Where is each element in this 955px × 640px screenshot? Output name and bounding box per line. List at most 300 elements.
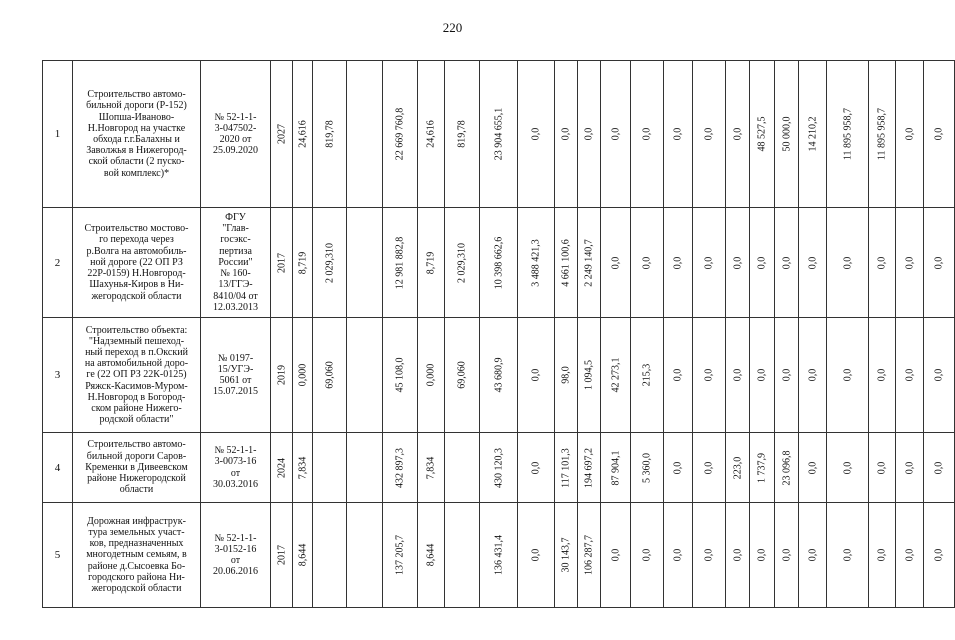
value-text: 69,060 [456, 361, 468, 389]
value-cell [518, 433, 555, 503]
value-cell [664, 433, 693, 503]
value-text: 0,0 [672, 256, 684, 269]
value-text: 0,0 [807, 256, 818, 269]
value-cell [799, 318, 827, 433]
value-cell [271, 433, 293, 503]
object-name-line: ной дороге (22 ОП РЗ [90, 256, 183, 268]
value-text: 0,0 [672, 548, 684, 562]
value-cell [750, 318, 775, 433]
approval-document-line: № 52-1-1- [214, 445, 257, 457]
value-text: 0,0 [842, 548, 853, 562]
object-name-line: бильной дороги Саров- [86, 450, 187, 462]
object-name-line: жегородской области [91, 583, 182, 594]
value-cell [518, 208, 555, 318]
object-name-line: Заволжья в Нижегород- [86, 145, 187, 157]
object-name-line: ском районе Нижего- [91, 403, 182, 414]
value-cell [631, 503, 664, 608]
value-cell [869, 61, 896, 208]
value-cell [693, 503, 726, 608]
approval-document-line: № 0197- [217, 352, 254, 364]
value-cell [383, 318, 418, 433]
value-cell [313, 61, 347, 208]
value-cell [578, 503, 601, 608]
value-text: 0,0 [703, 256, 715, 269]
value-cell [827, 318, 869, 433]
value-cell [775, 61, 799, 208]
value-cell [418, 503, 445, 608]
object-name-line: го перехода через [99, 234, 174, 246]
value-text: 215,3 [641, 363, 653, 387]
value-text: 0,0 [842, 461, 853, 474]
value-text: 0,0 [876, 548, 888, 562]
value-text: 0,0 [842, 368, 853, 382]
value-text: 50 000,0 [781, 116, 792, 152]
approval-document-line: 3-047502- [214, 122, 257, 134]
approval-document-line: 8410/04 от [213, 290, 258, 302]
value-text: 0,0 [933, 548, 945, 562]
value-cell [896, 433, 924, 503]
value-cell [480, 503, 518, 608]
value-text: 819,78 [456, 120, 468, 148]
value-cell [555, 208, 578, 318]
value-text: 432 897,3 [394, 447, 406, 488]
value-text: 0,000 [297, 363, 308, 387]
value-cell [775, 208, 799, 318]
object-name-line: Кременки в Дивеевском [85, 461, 188, 473]
approval-document-line: 20.06.2016 [213, 566, 258, 578]
value-cell [693, 318, 726, 433]
value-text: 11 895 958,7 [876, 107, 888, 161]
value-text: 98,0 [560, 366, 572, 384]
investment-table [42, 60, 955, 608]
value-cell [664, 503, 693, 608]
object-name-line: жегородской области [91, 290, 182, 302]
value-cell [313, 318, 347, 433]
approval-document [201, 503, 271, 608]
object-name-line: Ряжск-Касимов-Муром- [85, 380, 188, 392]
value-text: 0,0 [610, 256, 621, 269]
value-cell [869, 208, 896, 318]
value-cell [726, 503, 750, 608]
approval-document-line: 13/ГГЭ- [218, 279, 253, 291]
value-cell [445, 503, 480, 608]
value-text: 0,0 [560, 127, 572, 141]
value-text: 0,0 [703, 548, 715, 562]
value-text: 0,0 [933, 256, 945, 269]
object-name [73, 208, 201, 318]
value-cell [827, 433, 869, 503]
value-text: 0,0 [641, 548, 653, 562]
value-cell [799, 433, 827, 503]
object-name-line: ге (22 ОП РЗ 22К-0125) [86, 369, 187, 381]
value-text: 30 143,7 [560, 537, 572, 573]
object-name-line: Н.Новгород в Богород- [87, 391, 186, 403]
value-text: 0,0 [756, 256, 768, 269]
value-cell [313, 503, 347, 608]
approval-document-line: 12.03.2013 [213, 301, 258, 313]
value-cell [601, 318, 631, 433]
approval-document [201, 61, 271, 208]
value-text: 0,0 [781, 368, 792, 382]
approval-document-line: 15/УГЭ- [217, 363, 254, 375]
value-text: 42 273,1 [610, 357, 621, 393]
value-text: 0,0 [842, 256, 853, 269]
value-cell [896, 318, 924, 433]
value-cell [750, 61, 775, 208]
object-name-line: Шахунья-Киров в Ни- [89, 279, 184, 291]
object-name-line: районе Нижегородской [87, 473, 186, 485]
value-text: 5 360,0 [641, 452, 653, 483]
value-text: 0,0 [933, 127, 945, 141]
value-text: 819,78 [324, 120, 335, 148]
value-text: 22 669 760,8 [394, 107, 406, 161]
value-text: 3 488 421,3 [530, 238, 542, 287]
value-text: 23 096,8 [781, 450, 792, 485]
approval-document-line: госэкс- [220, 234, 251, 246]
value-cell [726, 61, 750, 208]
value-text: 14 210,2 [807, 116, 818, 152]
value-cell [601, 61, 631, 208]
value-cell [578, 208, 601, 318]
value-cell [445, 61, 480, 208]
value-cell [750, 433, 775, 503]
object-name-line: Н.Новгород на участке [87, 122, 186, 134]
value-cell [445, 318, 480, 433]
value-text: 1 094,5 [583, 360, 595, 390]
row-number: 3 [43, 318, 73, 433]
value-text: 0,0 [610, 548, 621, 562]
value-cell [631, 61, 664, 208]
value-cell [750, 503, 775, 608]
value-text: 0,0 [756, 548, 768, 562]
row-number: 5 [43, 503, 73, 608]
value-cell [827, 503, 869, 608]
value-cell [664, 208, 693, 318]
value-cell [664, 318, 693, 433]
value-cell [924, 503, 955, 608]
value-text: 0,0 [876, 256, 888, 269]
approval-document [201, 433, 271, 503]
value-text: 0,0 [876, 461, 888, 474]
value-cell [383, 503, 418, 608]
value-text: 0,0 [703, 368, 715, 382]
object-name-line: Дорожная инфраструк- [87, 515, 186, 527]
value-cell [271, 208, 293, 318]
value-text: 0,0 [732, 548, 743, 562]
value-text: 0,0 [876, 368, 888, 382]
approval-document-line: России" [218, 256, 253, 268]
approval-document-line: от [230, 555, 241, 566]
value-text: 0,0 [703, 127, 715, 141]
value-cell [518, 318, 555, 433]
value-cell [631, 208, 664, 318]
value-text: 87 904,1 [610, 450, 621, 485]
table-row [43, 503, 955, 608]
value-text: 0,0 [732, 127, 743, 141]
value-cell [869, 433, 896, 503]
value-text: 2019 [276, 365, 287, 385]
value-cell [601, 208, 631, 318]
value-text: 0,0 [904, 461, 915, 474]
value-cell [631, 433, 664, 503]
approval-document [201, 208, 271, 318]
value-cell [601, 433, 631, 503]
value-text: 0,0 [530, 368, 542, 382]
value-text: 10 398 662,6 [493, 236, 504, 289]
value-text: 43 680,9 [493, 357, 504, 393]
value-cell [799, 61, 827, 208]
value-text: 4 661 100,6 [560, 238, 572, 287]
object-name-line: Шопша-Иваново- [98, 111, 175, 123]
value-cell [313, 433, 347, 503]
object-name [73, 318, 201, 433]
value-text: 0,0 [610, 127, 621, 141]
value-cell [480, 61, 518, 208]
value-text: 8,644 [425, 543, 437, 567]
value-cell [518, 503, 555, 608]
value-cell [271, 61, 293, 208]
value-text: 223,0 [732, 456, 743, 479]
value-cell [418, 61, 445, 208]
value-cell [347, 61, 383, 208]
value-text: 2017 [276, 252, 287, 273]
object-name-line: ков, предназначенных [89, 538, 184, 550]
object-name-line: районе д.Сысоевка Бо- [87, 560, 186, 572]
value-text: 136 431,4 [493, 535, 504, 575]
value-text: 2024 [276, 457, 287, 478]
approval-document-line: 15.07.2015 [213, 386, 258, 398]
value-cell [293, 208, 313, 318]
value-cell [664, 61, 693, 208]
value-cell [924, 318, 955, 433]
value-text: 7,834 [297, 456, 308, 479]
value-text: 2027 [276, 124, 287, 144]
value-text: 0,0 [672, 127, 684, 141]
value-cell [775, 503, 799, 608]
value-cell [693, 61, 726, 208]
approval-document-line: 25.09.2020 [213, 145, 258, 157]
object-name-line: обхода г.г.Балахны и [93, 134, 180, 145]
table-row [43, 208, 955, 318]
value-text: 0,0 [530, 548, 542, 562]
value-text: 0,0 [530, 461, 542, 474]
value-text: 8,644 [297, 543, 308, 567]
value-cell [383, 208, 418, 318]
approval-document-line: 3-0152-16 [214, 543, 257, 555]
approval-document-line: 5061 от [219, 375, 252, 386]
value-cell [480, 318, 518, 433]
table-row [43, 433, 955, 503]
value-text: 11 895 958,7 [842, 107, 853, 161]
object-name [73, 433, 201, 503]
table-row [43, 318, 955, 433]
approval-document-line: № 160- [220, 268, 251, 280]
value-cell [555, 61, 578, 208]
value-cell [775, 318, 799, 433]
value-text: 0,0 [781, 548, 792, 562]
object-name-line: родской области" [99, 414, 174, 426]
approval-document-line: от [230, 467, 241, 479]
value-cell [293, 61, 313, 208]
object-name-line: области [119, 484, 154, 496]
value-text: 0,0 [530, 127, 542, 141]
value-cell [726, 208, 750, 318]
value-cell [896, 503, 924, 608]
value-text: 24,616 [297, 120, 308, 148]
approval-document-line: 3-0073-16 [214, 456, 257, 468]
approval-document-line: 30.03.2016 [213, 478, 258, 490]
value-cell [293, 433, 313, 503]
value-text: 106 287,7 [583, 535, 595, 575]
value-cell [631, 318, 664, 433]
value-cell [799, 503, 827, 608]
value-cell [896, 61, 924, 208]
value-cell [445, 208, 480, 318]
value-text: 0,0 [672, 368, 684, 382]
table-row [43, 61, 955, 208]
approval-document-line: № 52-1-1- [214, 111, 257, 123]
object-name-line: городского района Ни- [88, 571, 185, 583]
value-text: 2017 [276, 545, 287, 565]
row-number: 2 [43, 208, 73, 318]
approval-document-line: № 52-1-1- [214, 532, 257, 544]
value-cell [293, 318, 313, 433]
object-name-line: ской области (2 пуско- [88, 156, 185, 168]
object-name-line: Строительство автомо- [87, 89, 186, 101]
value-text: 0,0 [641, 256, 653, 269]
value-cell [924, 61, 955, 208]
value-cell [896, 208, 924, 318]
value-text: 117 101,3 [560, 447, 572, 488]
value-text: 23 904 655,1 [493, 107, 504, 161]
value-text: 45 108,0 [394, 357, 406, 393]
value-cell [445, 433, 480, 503]
value-cell [555, 318, 578, 433]
value-text: 8,719 [297, 251, 308, 274]
value-cell [827, 61, 869, 208]
value-text: 69,060 [324, 361, 335, 389]
value-cell [293, 503, 313, 608]
value-text: 0,0 [703, 461, 715, 474]
value-text: 0,0 [904, 127, 915, 141]
value-cell [418, 318, 445, 433]
object-name-line: "Надземный пешеход- [88, 335, 185, 347]
value-cell [347, 503, 383, 608]
value-text: 0,0 [807, 548, 818, 562]
row-number: 1 [43, 61, 73, 208]
object-name-line: тура земельных участ- [88, 526, 185, 538]
value-text: 0,0 [641, 127, 653, 141]
value-text: 8,719 [425, 251, 437, 274]
value-cell [347, 433, 383, 503]
value-text: 0,0 [756, 368, 768, 382]
value-cell [924, 208, 955, 318]
value-cell [271, 503, 293, 608]
value-text: 2 029,310 [324, 242, 335, 283]
value-cell [750, 208, 775, 318]
object-name [73, 61, 201, 208]
value-cell [383, 433, 418, 503]
value-cell [601, 503, 631, 608]
page-number: 220 [442, 20, 463, 35]
value-text: 0,0 [904, 548, 915, 562]
value-cell [555, 503, 578, 608]
value-text: 137 205,7 [394, 535, 406, 575]
approval-document-line: "Глав- [222, 223, 249, 235]
object-name-line: на автомобильной доро- [84, 358, 189, 370]
value-cell [518, 61, 555, 208]
row-number: 4 [43, 433, 73, 503]
object-name-line: Строительство автомо- [87, 439, 186, 451]
value-text: 7,834 [425, 456, 437, 479]
value-text: 0,0 [583, 127, 595, 141]
value-text: 0,0 [732, 256, 743, 269]
value-cell [347, 208, 383, 318]
value-cell [869, 503, 896, 608]
value-text: 0,000 [425, 363, 437, 387]
value-cell [418, 208, 445, 318]
value-cell [480, 433, 518, 503]
value-text: 48 527,5 [756, 116, 768, 152]
object-name-line: р.Волга на автомобиль- [86, 245, 187, 257]
value-text: 194 697,2 [583, 447, 595, 488]
object-name [73, 503, 201, 608]
value-cell [869, 318, 896, 433]
value-text: 2 029,310 [456, 242, 468, 283]
value-cell [383, 61, 418, 208]
value-text: 0,0 [672, 461, 684, 474]
value-text: 0,0 [781, 256, 792, 269]
value-cell [693, 433, 726, 503]
value-cell [271, 318, 293, 433]
value-cell [693, 208, 726, 318]
value-cell [775, 433, 799, 503]
object-name-line: вой комплекс)* [103, 167, 170, 179]
object-name-line: Строительство мостово- [84, 223, 189, 235]
value-cell [827, 208, 869, 318]
object-name-line: Строительство объекта: [85, 324, 188, 336]
value-text: 0,0 [807, 461, 818, 474]
value-cell [799, 208, 827, 318]
object-name-line: 22Р-0159) Н.Новгород- [87, 268, 186, 280]
value-text: 24,616 [425, 120, 437, 148]
value-text: 0,0 [933, 368, 945, 382]
value-cell [578, 61, 601, 208]
value-text: 12 981 882,8 [394, 236, 406, 289]
value-text: 1 737,9 [756, 452, 768, 483]
value-text: 0,0 [904, 368, 915, 382]
object-name-line: многодетным семьям, в [86, 549, 187, 561]
value-cell [480, 208, 518, 318]
value-cell [578, 433, 601, 503]
value-text: 2 249 140,7 [583, 238, 595, 287]
approval-document-line: ФГУ [225, 212, 246, 224]
value-cell [726, 318, 750, 433]
value-cell [726, 433, 750, 503]
approval-document [201, 318, 271, 433]
approval-document-line: 2020 от [219, 134, 252, 145]
value-cell [555, 433, 578, 503]
value-text: 430 120,3 [493, 447, 504, 488]
value-cell [578, 318, 601, 433]
value-cell [418, 433, 445, 503]
value-cell [313, 208, 347, 318]
object-name-line: бильной дороги (Р-152) [86, 100, 187, 112]
value-text: 0,0 [933, 461, 945, 474]
value-text: 0,0 [732, 368, 743, 382]
value-text: 0,0 [904, 256, 915, 269]
value-text: 0,0 [807, 368, 818, 382]
